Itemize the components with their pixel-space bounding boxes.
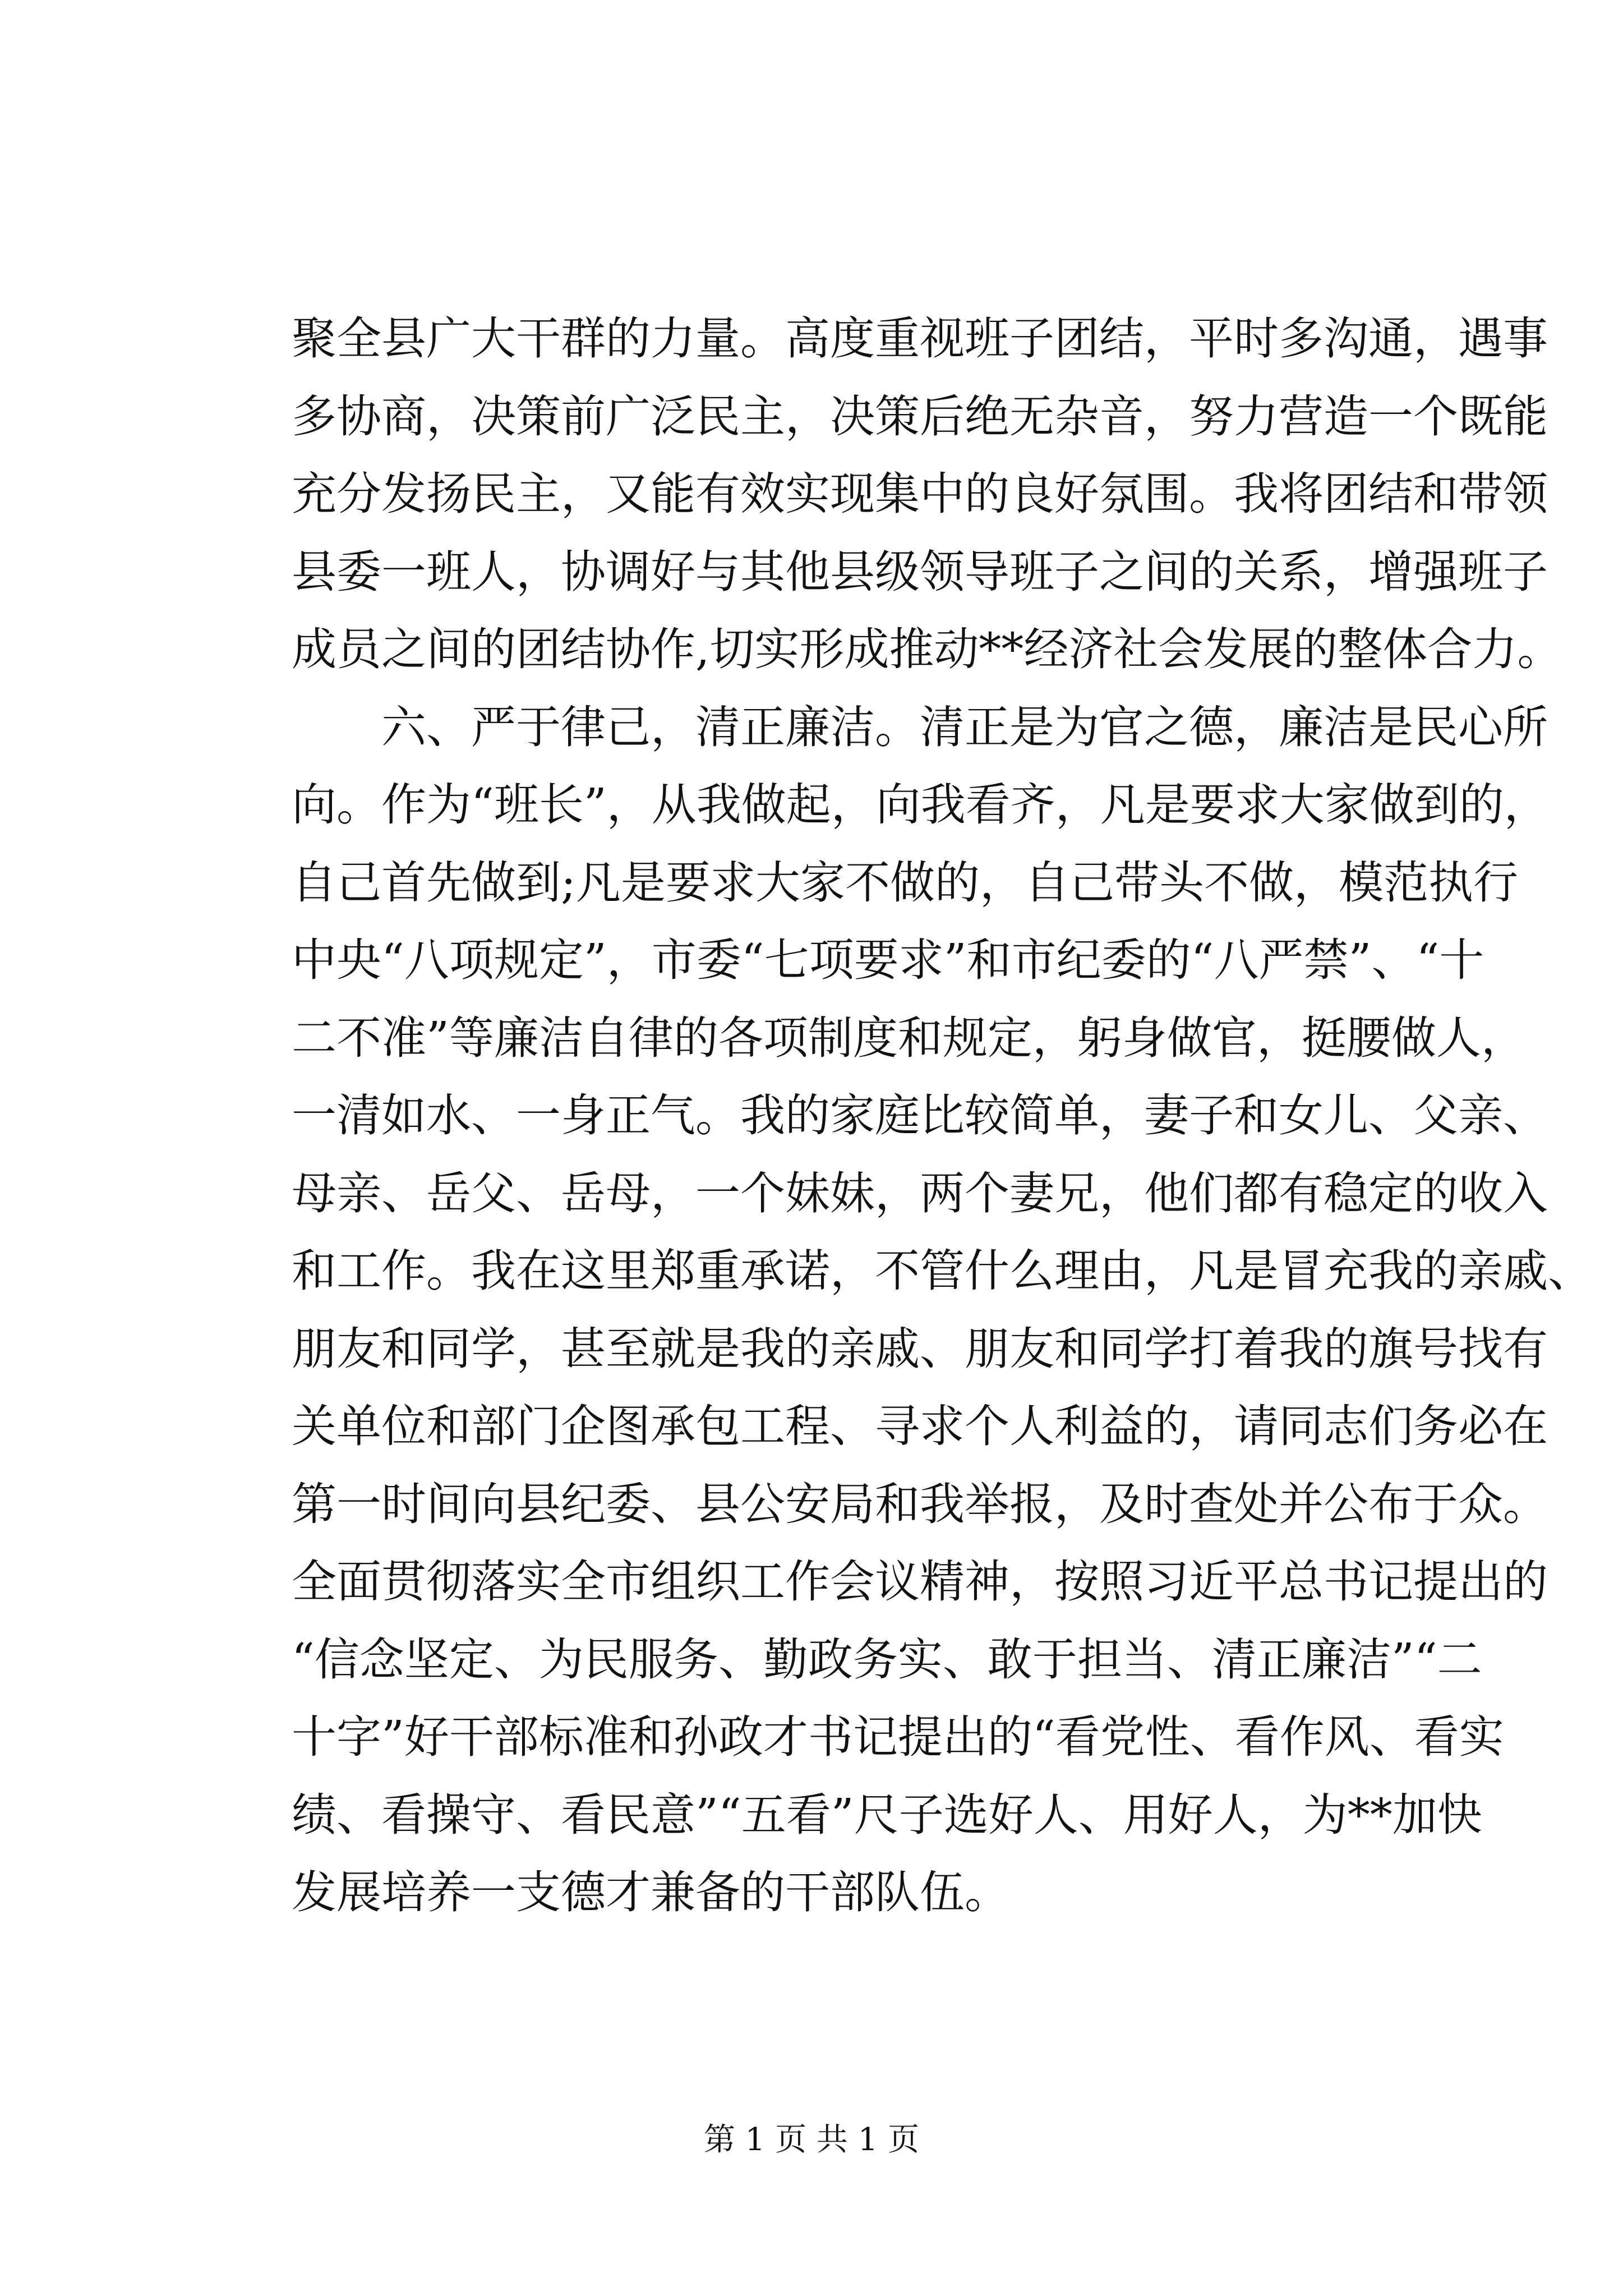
- text-line: 六、严于律己，清正廉洁。清正是为官之德，廉洁是民心所: [292, 701, 1548, 753]
- text-line: 向。作为“班长”，从我做起，向我看齐，凡是要求大家做到的，: [292, 779, 1549, 831]
- text-line: 县委一班人，协调好与其他县级领导班子之间的关系，增强班子: [292, 545, 1548, 598]
- text-line: 朋友和同学，甚至就是我的亲戚、朋友和同学打着我的旗号找有: [292, 1322, 1548, 1375]
- text-line: 和工作。我在这里郑重承诺，不管什么理由，凡是冒充我的亲戚、: [292, 1245, 1593, 1297]
- text-line: 绩、看操守、看民意”“五看”尺子选好人、用好人，为**加快: [292, 1788, 1482, 1841]
- text-line: 关单位和部门企图承包工程、寻求个人利益的，请同志们务必在: [292, 1400, 1548, 1452]
- page-footer: 第 1 页 共 1 页: [703, 2122, 920, 2158]
- text-line: 发展培养一支德才兼备的干部队伍。: [292, 1866, 1009, 1918]
- text-line: 成员之间的团结协作,切实形成推动**经济社会发展的整体合力。: [292, 623, 1562, 675]
- text-line: 多协商，决策前广泛民主，决策后绝无杂音，努力营造一个既能: [292, 390, 1548, 443]
- body-text: [292, 300, 1593, 1932]
- text-line: 充分发扬民主，又能有效实现集中的良好氛围。我将团结和带领: [292, 468, 1548, 520]
- text-line: 聚全县广大干群的力量。高度重视班子团结，平时多沟通，遇事: [292, 312, 1548, 365]
- text-line: 十字”好干部标准和孙政才书记提出的“看党性、看作风、看实: [292, 1711, 1504, 1763]
- text-line: 第一时间向县纪委、县公安局和我举报，及时查处并公布于众。: [292, 1478, 1548, 1530]
- text-line: 二不准”等廉洁自律的各项制度和规定，躬身做官，挺腰做人，: [292, 1011, 1526, 1064]
- text-line: 全面贯彻落实全市组织工作会议精神，按照习近平总书记提出的: [292, 1556, 1548, 1608]
- text-line: 母亲、岳父、岳母，一个妹妹，两个妻兄，他们都有稳定的收入: [292, 1167, 1548, 1220]
- text-line: 自己首先做到;凡是要求大家不做的，自己带头不做，模范执行: [292, 856, 1518, 909]
- text-line: 一清如水、一身正气。我的家庭比较简单，妻子和女儿、父亲、: [292, 1089, 1548, 1142]
- text-line: 中央“八项规定”，市委“七项要求”和市纪委的“八严禁”、“十: [292, 934, 1484, 986]
- text-line: “信念坚定、为民服务、勤政务实、敢于担当、清正廉洁”“二: [292, 1633, 1482, 1686]
